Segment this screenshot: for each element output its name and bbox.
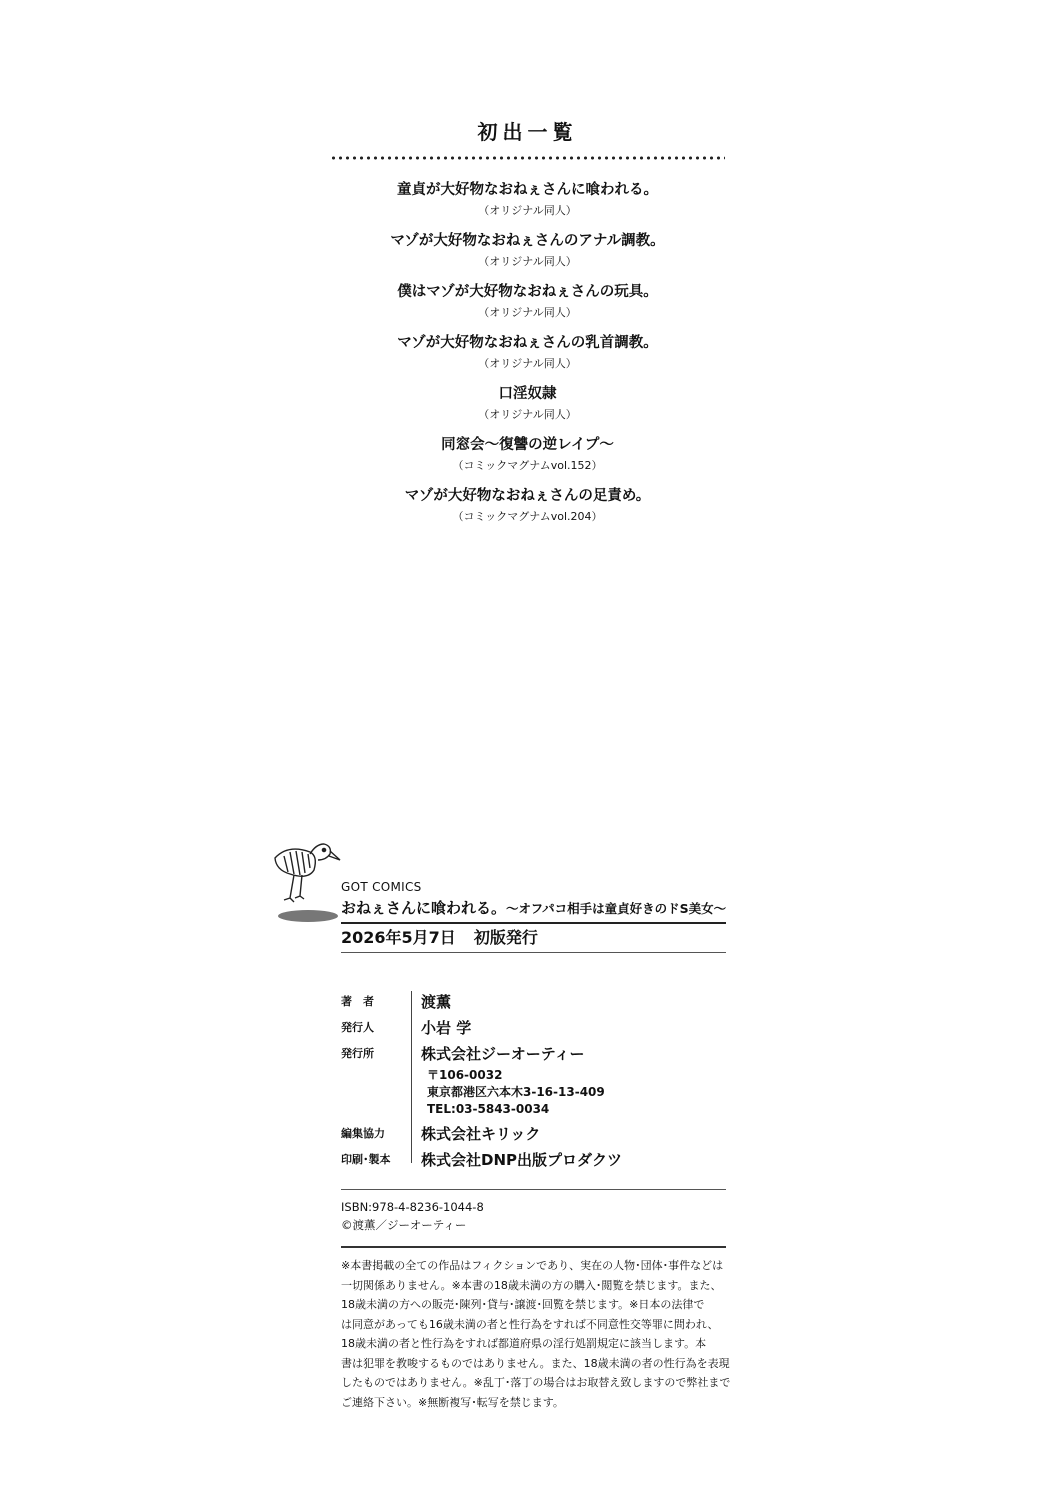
author-name: 渡薫 xyxy=(421,993,452,1011)
credit-row-editing xyxy=(341,1121,726,1147)
work-item xyxy=(330,178,725,229)
first-publication-heading: 初出一覧 xyxy=(477,120,578,144)
work-title: 童貞が大好物なおねぇさんに喰われる。 xyxy=(397,182,658,198)
work-source: （オリジナル同人） xyxy=(478,255,577,268)
work-title: 僕はマゾが大好物なおねぇさんの玩具。 xyxy=(397,284,658,300)
release-rule xyxy=(341,952,726,953)
work-title: マゾが大好物なおねぇさんのアナル調教。 xyxy=(390,233,665,249)
credit-label: 発行所 xyxy=(341,1047,374,1060)
street-address: 東京都港区六本木3-16-13-409 xyxy=(427,1085,605,1099)
credit-label: 発行人 xyxy=(341,1021,374,1034)
postal-code: 〒106-0032 xyxy=(427,1068,503,1082)
credit-row-author xyxy=(341,989,726,1015)
bird-logo-icon xyxy=(270,838,350,930)
credit-label: 印刷･製本 xyxy=(341,1153,391,1166)
work-item xyxy=(330,433,725,484)
publisher-name: 株式会社ジーオーティー xyxy=(421,1045,585,1063)
notice-rule xyxy=(341,1246,726,1248)
notice-line: したものではありません。※乱丁･落丁の場合はお取替え致しますので弊社まで xyxy=(341,1376,731,1389)
publisher-address xyxy=(427,1067,726,1118)
work-title: 同窓会～復讐の逆レイプ～ xyxy=(441,437,614,453)
printer-name: 株式会社DNP出版プロダクツ xyxy=(421,1151,622,1169)
notice-line: は同意があっても16歳未満の者と性行為をすれば不同意性交等罪に問われ、 xyxy=(341,1317,719,1331)
book-title xyxy=(341,896,726,920)
work-source: （オリジナル同人） xyxy=(478,204,577,217)
imprint-label: GOT COMICS xyxy=(341,880,422,894)
copyright: ©渡薫／ジーオーティー xyxy=(341,1218,467,1232)
release-info xyxy=(341,924,726,952)
notice-line: 18歳未満の者と性行為をすれば都道府県の淫行処罰規定に該当します。本 xyxy=(341,1337,707,1350)
work-title: マゾが大好物なおねぇさんの乳首調教。 xyxy=(397,335,658,351)
credit-label: 著 者 xyxy=(341,995,374,1008)
credits-rule xyxy=(341,1189,726,1190)
work-title: マゾが大好物なおねぇさんの足責め。 xyxy=(404,488,651,504)
dotted-divider xyxy=(330,156,725,160)
work-item xyxy=(330,382,725,433)
credit-row-publisher-person xyxy=(341,1015,726,1041)
isbn: ISBN:978-4-8236-1044-8 xyxy=(341,1200,484,1214)
book-subtitle: ～オフパコ相手は童貞好きのドS美女～ xyxy=(506,901,727,916)
notice-line: 書は犯罪を教唆するものではありません。また、18歳未満の者の性行為を表現 xyxy=(341,1356,730,1370)
edition-label: 初版発行 xyxy=(473,928,538,947)
work-item xyxy=(330,484,725,535)
work-source: （コミックマグナムvol.204） xyxy=(452,510,603,523)
credit-row-publisher xyxy=(341,1041,726,1067)
credits-divider xyxy=(411,991,412,1163)
first-publication-list xyxy=(330,118,725,535)
work-item xyxy=(330,280,725,331)
release-date: 2026年5月7日 xyxy=(341,928,456,947)
credits-block xyxy=(341,989,726,1173)
work-source: （オリジナル同人） xyxy=(478,408,577,421)
publisher-person: 小岩 学 xyxy=(421,1019,472,1037)
notice-line: ご連絡下さい。※無断複写･転写を禁じます。 xyxy=(341,1395,564,1409)
work-item xyxy=(330,229,725,280)
work-item xyxy=(330,331,725,382)
editing-partner: 株式会社キリック xyxy=(421,1125,541,1143)
notice-line: ※本書掲載の全ての作品はフィクションであり、実在の人物･団体･事件などは xyxy=(341,1259,724,1272)
book-title-main: おねぇさんに喰われる。 xyxy=(341,899,507,917)
work-source: （コミックマグナムvol.152） xyxy=(452,459,603,472)
notice-line: 一切関係ありません。※本書の18歳未満の方の購入･閲覧を禁じます。また、 xyxy=(341,1278,722,1292)
works-list xyxy=(330,178,725,535)
credit-row-printing xyxy=(341,1147,726,1173)
notice-line: 18歳未満の方への販売･陳列･貸与･譲渡･回覧を禁じます。※日本の法律で xyxy=(341,1298,705,1311)
isbn-block xyxy=(341,1198,726,1234)
work-source: （オリジナル同人） xyxy=(478,306,577,319)
credit-label: 編集協力 xyxy=(341,1127,385,1140)
legal-notice xyxy=(341,1256,731,1412)
colophon xyxy=(341,878,731,1412)
work-source: （オリジナル同人） xyxy=(478,357,577,370)
work-title: 口淫奴隷 xyxy=(498,386,557,402)
telephone: TEL:03-5843-0034 xyxy=(427,1102,550,1116)
